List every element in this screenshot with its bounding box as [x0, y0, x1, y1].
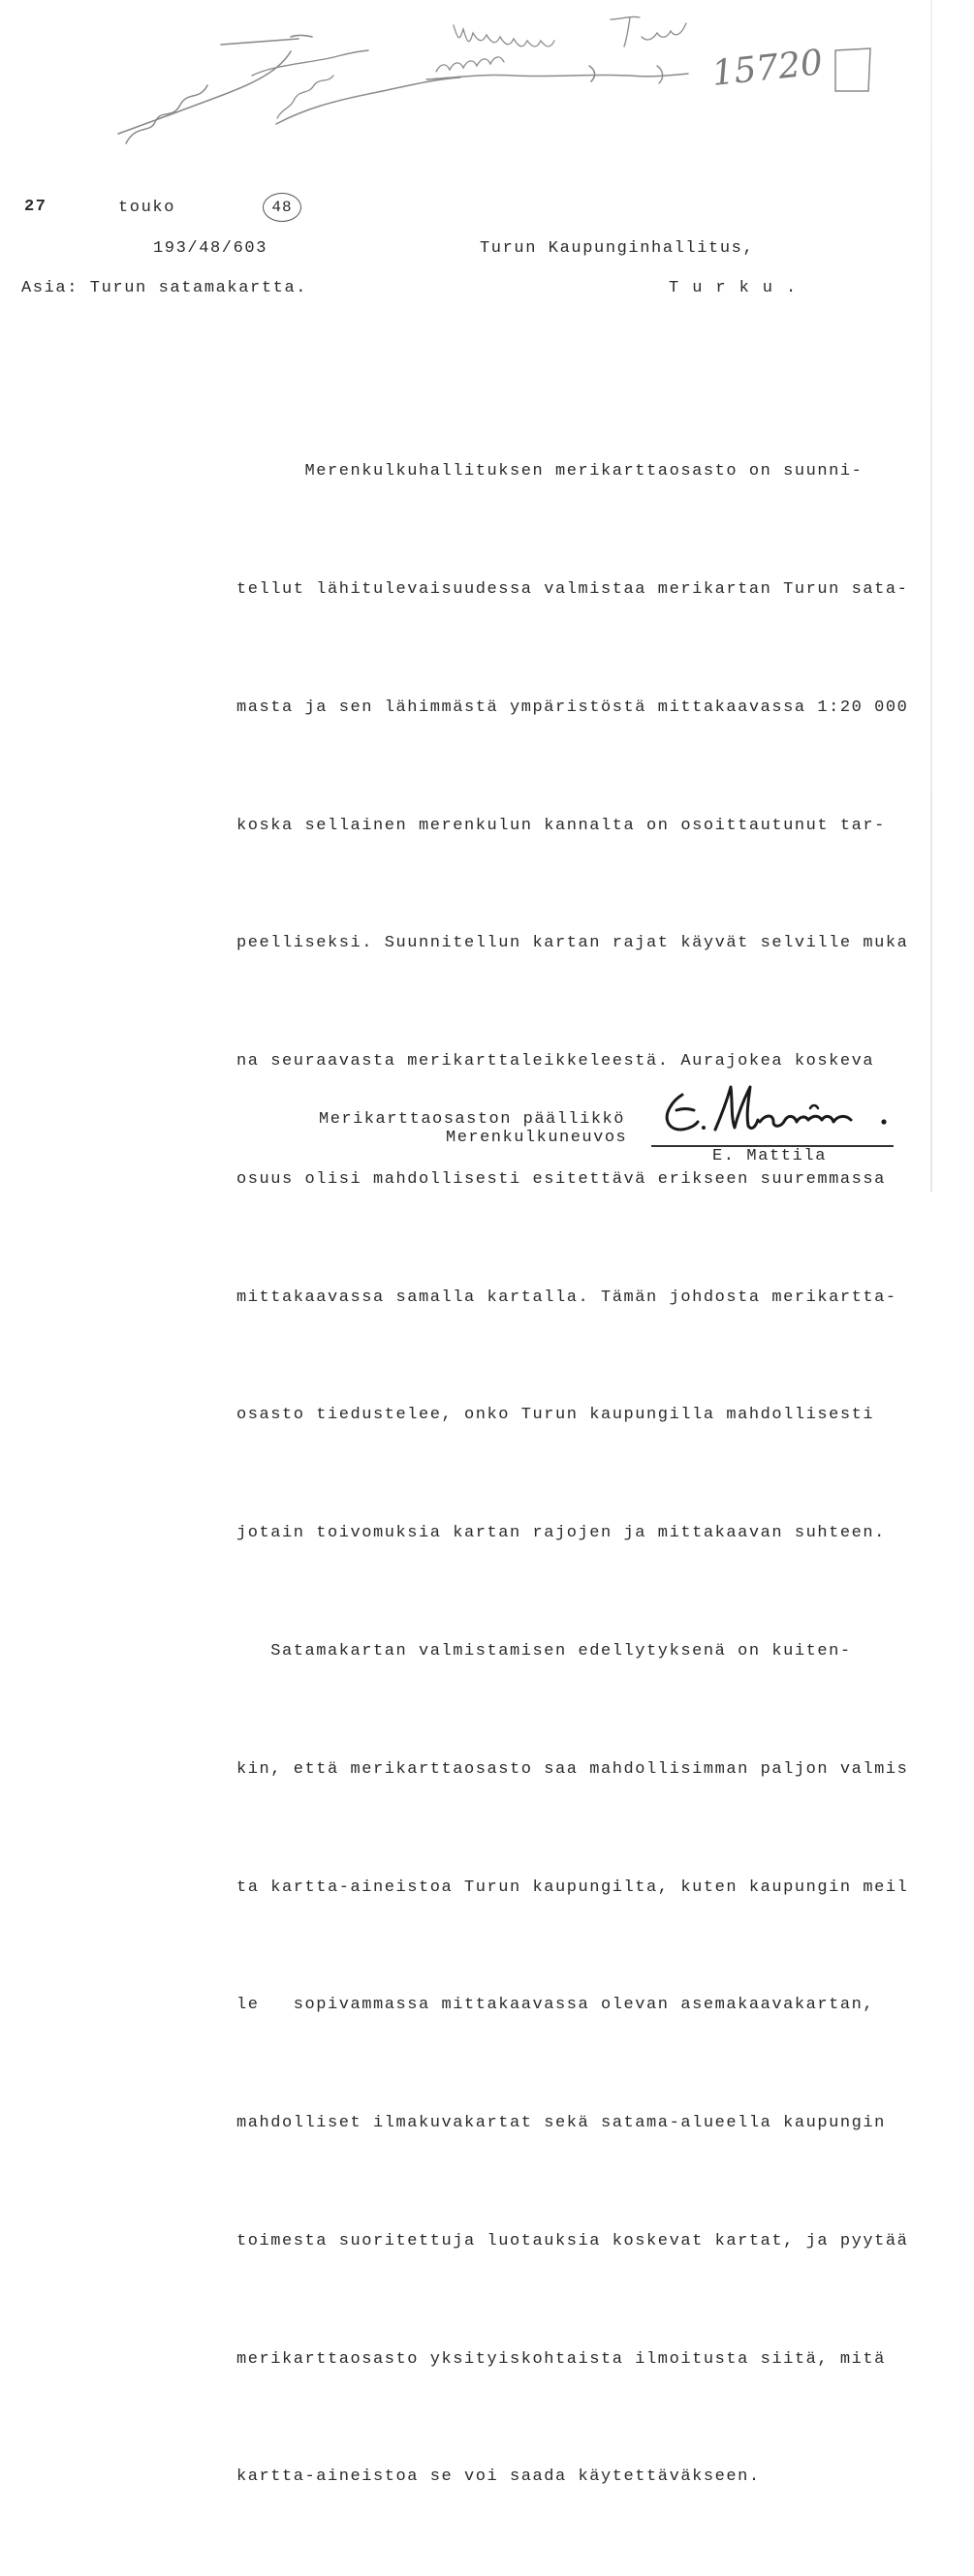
body-line: mahdolliset ilmakuvakartat sekä satama-alueella kaupungin: [236, 2114, 886, 2133]
body-line: na seuraavasta merikarttaleikkeleestä. Aurajokea koskeva: [236, 1052, 875, 1071]
svg-text:15720: 15720: [709, 43, 825, 94]
date-month: touko: [118, 199, 176, 217]
body-line: osuus olisi mahdollisesti esitettävä erikseen suuremmassa: [236, 1169, 886, 1189]
signatory-title-1: Merikarttaosaston päällikkö: [319, 1110, 625, 1129]
reference-number: 193/48/603: [153, 239, 268, 258]
handwritten-annotations: [107, 8, 901, 153]
date-year-circled: 48: [263, 193, 301, 222]
signatory-title-2: Merenkulkuneuvos: [446, 1129, 628, 1147]
body-line: kartta-aineistoa se voi saada käytettäväkseen.: [236, 2467, 761, 2487]
recipient-name: Turun Kaupunginhallitus,: [480, 239, 755, 258]
body-line: ta kartta-aineistoa Turun kaupungilta, kuten kaupungin meil: [236, 1878, 909, 1897]
signatory-name: E. Mattila: [712, 1147, 828, 1165]
subject-line: Asia: Turun satamakartta.: [21, 279, 308, 297]
body-line: tellut lähitulevaisuudessa valmistaa merikartan Turun sata-: [236, 579, 909, 599]
handwritten-signature: [655, 1073, 907, 1151]
body-line: kin, että merikarttaosasto saa mahdollisimman paljon valmis: [236, 1759, 909, 1779]
letter-body: [236, 374, 934, 2576]
body-line: jotain toivomuksia kartan rajojen ja mittakaavan suhteen.: [236, 1524, 886, 1543]
body-line: peelliseksi. Suunnitellun kartan rajat käyvät selville muka: [236, 934, 909, 953]
body-line: osasto tiedustelee, onko Turun kaupungilla mahdollisesti: [236, 1406, 875, 1425]
body-line: masta ja sen lähimmästä ympäristöstä mittakaavassa 1:20 000: [236, 698, 909, 717]
body-line: mittakaavassa samalla kartalla. Tämän johdosta merikartta-: [236, 1288, 897, 1307]
body-line: Merenkulkuhallituksen merikarttaosasto on suunni-: [236, 462, 864, 481]
date-day: 27: [24, 198, 47, 216]
body-line: Satamakartan valmistamisen edellytyksenä on kuiten-: [236, 1642, 852, 1660]
recipient-city: Turku.: [669, 279, 810, 297]
body-line: merikarttaosasto yksityiskohtaista ilmoitusta siitä, mitä: [236, 2349, 886, 2369]
body-line: le sopivammassa mittakaavassa olevan asemakaavakartan,: [236, 1996, 875, 2015]
body-line: toimesta suoritettuja luotauksia koskevat kartat, ja pyytää: [236, 2231, 909, 2250]
body-line: koska sellainen merenkulun kannalta on osoittautunut tar-: [236, 816, 886, 835]
